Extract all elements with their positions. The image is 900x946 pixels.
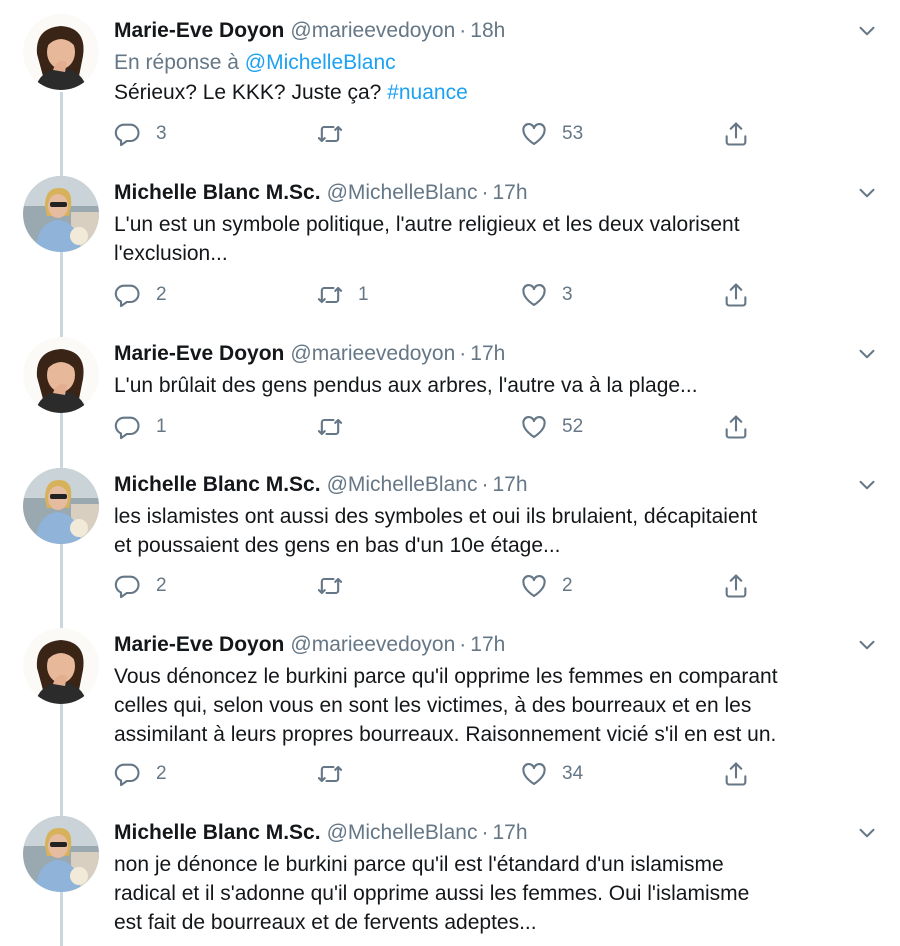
share-button[interactable] — [722, 117, 750, 151]
avatar-michelle[interactable] — [23, 468, 99, 544]
tweet-header — [114, 337, 880, 371]
tweet-text — [114, 662, 880, 749]
tweet-actions — [114, 410, 880, 444]
heart-icon — [520, 572, 548, 600]
avatar-marie-eve[interactable] — [23, 337, 99, 413]
heart-icon — [520, 120, 548, 148]
tweet-text-line: les islamistes ont aussi des symboles et oui ils brulaient, décapitaient — [114, 505, 758, 528]
retweet-icon — [316, 120, 344, 148]
chevron-down-icon[interactable] — [854, 18, 880, 44]
tweet-text — [114, 502, 880, 560]
share-icon — [722, 413, 750, 441]
like-count: 52 — [562, 416, 584, 437]
author-handle[interactable]: @marieevedoyon — [290, 633, 456, 656]
author-name[interactable]: Marie-Eve Doyon — [114, 633, 285, 656]
heart-icon — [520, 760, 548, 788]
chevron-down-icon[interactable] — [854, 820, 880, 846]
author-name[interactable]: Michelle Blanc M.Sc. — [114, 181, 321, 204]
tweet-actions — [114, 278, 880, 312]
retweet-count: 1 — [358, 284, 369, 305]
like-button[interactable] — [520, 117, 583, 151]
author-handle[interactable]: @MichelleBlanc — [326, 821, 478, 844]
tweet-actions — [114, 117, 880, 151]
tweet-text — [114, 78, 880, 107]
share-button[interactable] — [722, 278, 750, 312]
tweet-text-line: L'un brûlait des gens pendus aux arbres, l'autre va à la plage... — [114, 374, 698, 397]
tweet-text — [114, 210, 880, 268]
retweet-button[interactable] — [316, 569, 358, 603]
author-name[interactable]: Marie-Eve Doyon — [114, 342, 285, 365]
reply-button[interactable] — [114, 278, 167, 312]
author-name[interactable]: Michelle Blanc M.Sc. — [114, 473, 321, 496]
retweet-button[interactable] — [316, 278, 369, 312]
tweet-time[interactable]: 18h — [470, 19, 506, 42]
tweet-text-main: Sérieux? Le KKK? Juste ça? — [114, 81, 388, 104]
tweet-text — [114, 850, 880, 937]
reply-button[interactable] — [114, 569, 167, 603]
retweet-icon — [316, 281, 344, 309]
retweet-icon — [316, 413, 344, 441]
share-icon — [722, 281, 750, 309]
heart-icon — [520, 281, 548, 309]
tweet-text-line: l'exclusion... — [114, 242, 228, 265]
tweet-header — [114, 468, 880, 502]
tweet-text-line: radical et il s'adonne qu'il opprime aussi les femmes. Oui l'islamisme — [114, 882, 750, 905]
reply-icon — [114, 572, 142, 600]
reply-count: 2 — [156, 575, 167, 596]
chevron-down-icon[interactable] — [854, 180, 880, 206]
tweet-actions — [114, 569, 880, 603]
separator-dot: · — [459, 342, 467, 365]
reply-prefix: En réponse à — [114, 51, 239, 74]
tweet-text-line: est fait de bourreaux et de fervents adeptes... — [114, 911, 537, 934]
share-icon — [722, 572, 750, 600]
heart-icon — [520, 413, 548, 441]
author-handle[interactable]: @MichelleBlanc — [326, 181, 478, 204]
reply-icon — [114, 120, 142, 148]
tweet-time[interactable]: 17h — [470, 633, 506, 656]
reply-button[interactable] — [114, 117, 167, 151]
chevron-down-icon[interactable] — [854, 632, 880, 658]
separator-dot: · — [481, 181, 489, 204]
avatar-michelle[interactable] — [23, 816, 99, 892]
mention-link[interactable]: @MichelleBlanc — [244, 51, 396, 74]
tweet-text-line: et poussaient des gens en bas d'un 10e étage... — [114, 534, 561, 557]
tweet-time[interactable]: 17h — [492, 181, 528, 204]
author-handle[interactable]: @MichelleBlanc — [326, 473, 478, 496]
share-button[interactable] — [722, 569, 750, 603]
share-icon — [722, 120, 750, 148]
author-name[interactable]: Marie-Eve Doyon — [114, 19, 285, 42]
reply-button[interactable] — [114, 410, 167, 444]
tweet-text-line: Vous dénoncez le burkini parce qu'il opprime les femmes en comparant — [114, 665, 778, 688]
separator-dot: · — [481, 821, 489, 844]
retweet-button[interactable] — [316, 757, 358, 791]
tweet-text-line: celles qui, selon vous en sont les victimes, à des bourreaux et en les — [114, 694, 752, 717]
author-handle[interactable]: @marieevedoyon — [290, 19, 456, 42]
tweet-header — [114, 816, 880, 850]
like-count: 53 — [562, 123, 584, 144]
tweet-header — [114, 14, 880, 48]
tweet-actions — [114, 757, 880, 791]
like-button[interactable] — [520, 410, 583, 444]
like-button[interactable] — [520, 757, 583, 791]
reply-count: 2 — [156, 763, 167, 784]
reply-count: 1 — [156, 416, 167, 437]
author-handle[interactable]: @marieevedoyon — [290, 342, 456, 365]
separator-dot: · — [459, 633, 467, 656]
reply-count: 3 — [156, 123, 167, 144]
like-count: 2 — [562, 575, 573, 596]
retweet-icon — [316, 572, 344, 600]
chevron-down-icon[interactable] — [854, 341, 880, 367]
tweet-text-line: L'un est un symbole politique, l'autre religieux et les deux valorisent — [114, 213, 740, 236]
separator-dot: · — [459, 19, 467, 42]
tweet-header — [114, 628, 880, 662]
like-button[interactable] — [520, 278, 573, 312]
like-count: 3 — [562, 284, 573, 305]
retweet-icon — [316, 760, 344, 788]
tweet-time[interactable]: 17h — [492, 473, 528, 496]
retweet-button[interactable] — [316, 117, 358, 151]
hashtag-link[interactable]: #nuance — [387, 81, 468, 104]
tweet-time[interactable]: 17h — [470, 342, 506, 365]
reply-icon — [114, 413, 142, 441]
tweet-header — [114, 176, 880, 210]
share-icon — [722, 760, 750, 788]
avatar-marie-eve[interactable] — [23, 628, 99, 704]
tweet-text-line: assimilant à leurs propres bourreaux. Raisonnement vicié s'il en est un. — [114, 723, 777, 746]
tweet-text-line: non je dénonce le burkini parce qu'il est l'étandard d'un islamisme — [114, 853, 724, 876]
like-count: 34 — [562, 763, 584, 784]
reply-button[interactable] — [114, 757, 167, 791]
avatar-marie-eve[interactable] — [23, 14, 99, 90]
avatar-michelle[interactable] — [23, 176, 99, 252]
chevron-down-icon[interactable] — [854, 472, 880, 498]
reply-context — [114, 48, 880, 78]
share-button[interactable] — [722, 410, 750, 444]
reply-icon — [114, 281, 142, 309]
author-name[interactable]: Michelle Blanc M.Sc. — [114, 821, 321, 844]
reply-icon — [114, 760, 142, 788]
retweet-button[interactable] — [316, 410, 358, 444]
separator-dot: · — [481, 473, 489, 496]
share-button[interactable] — [722, 757, 750, 791]
tweet-time[interactable]: 17h — [492, 821, 528, 844]
like-button[interactable] — [520, 569, 573, 603]
tweet-text — [114, 371, 880, 400]
reply-count: 2 — [156, 284, 167, 305]
